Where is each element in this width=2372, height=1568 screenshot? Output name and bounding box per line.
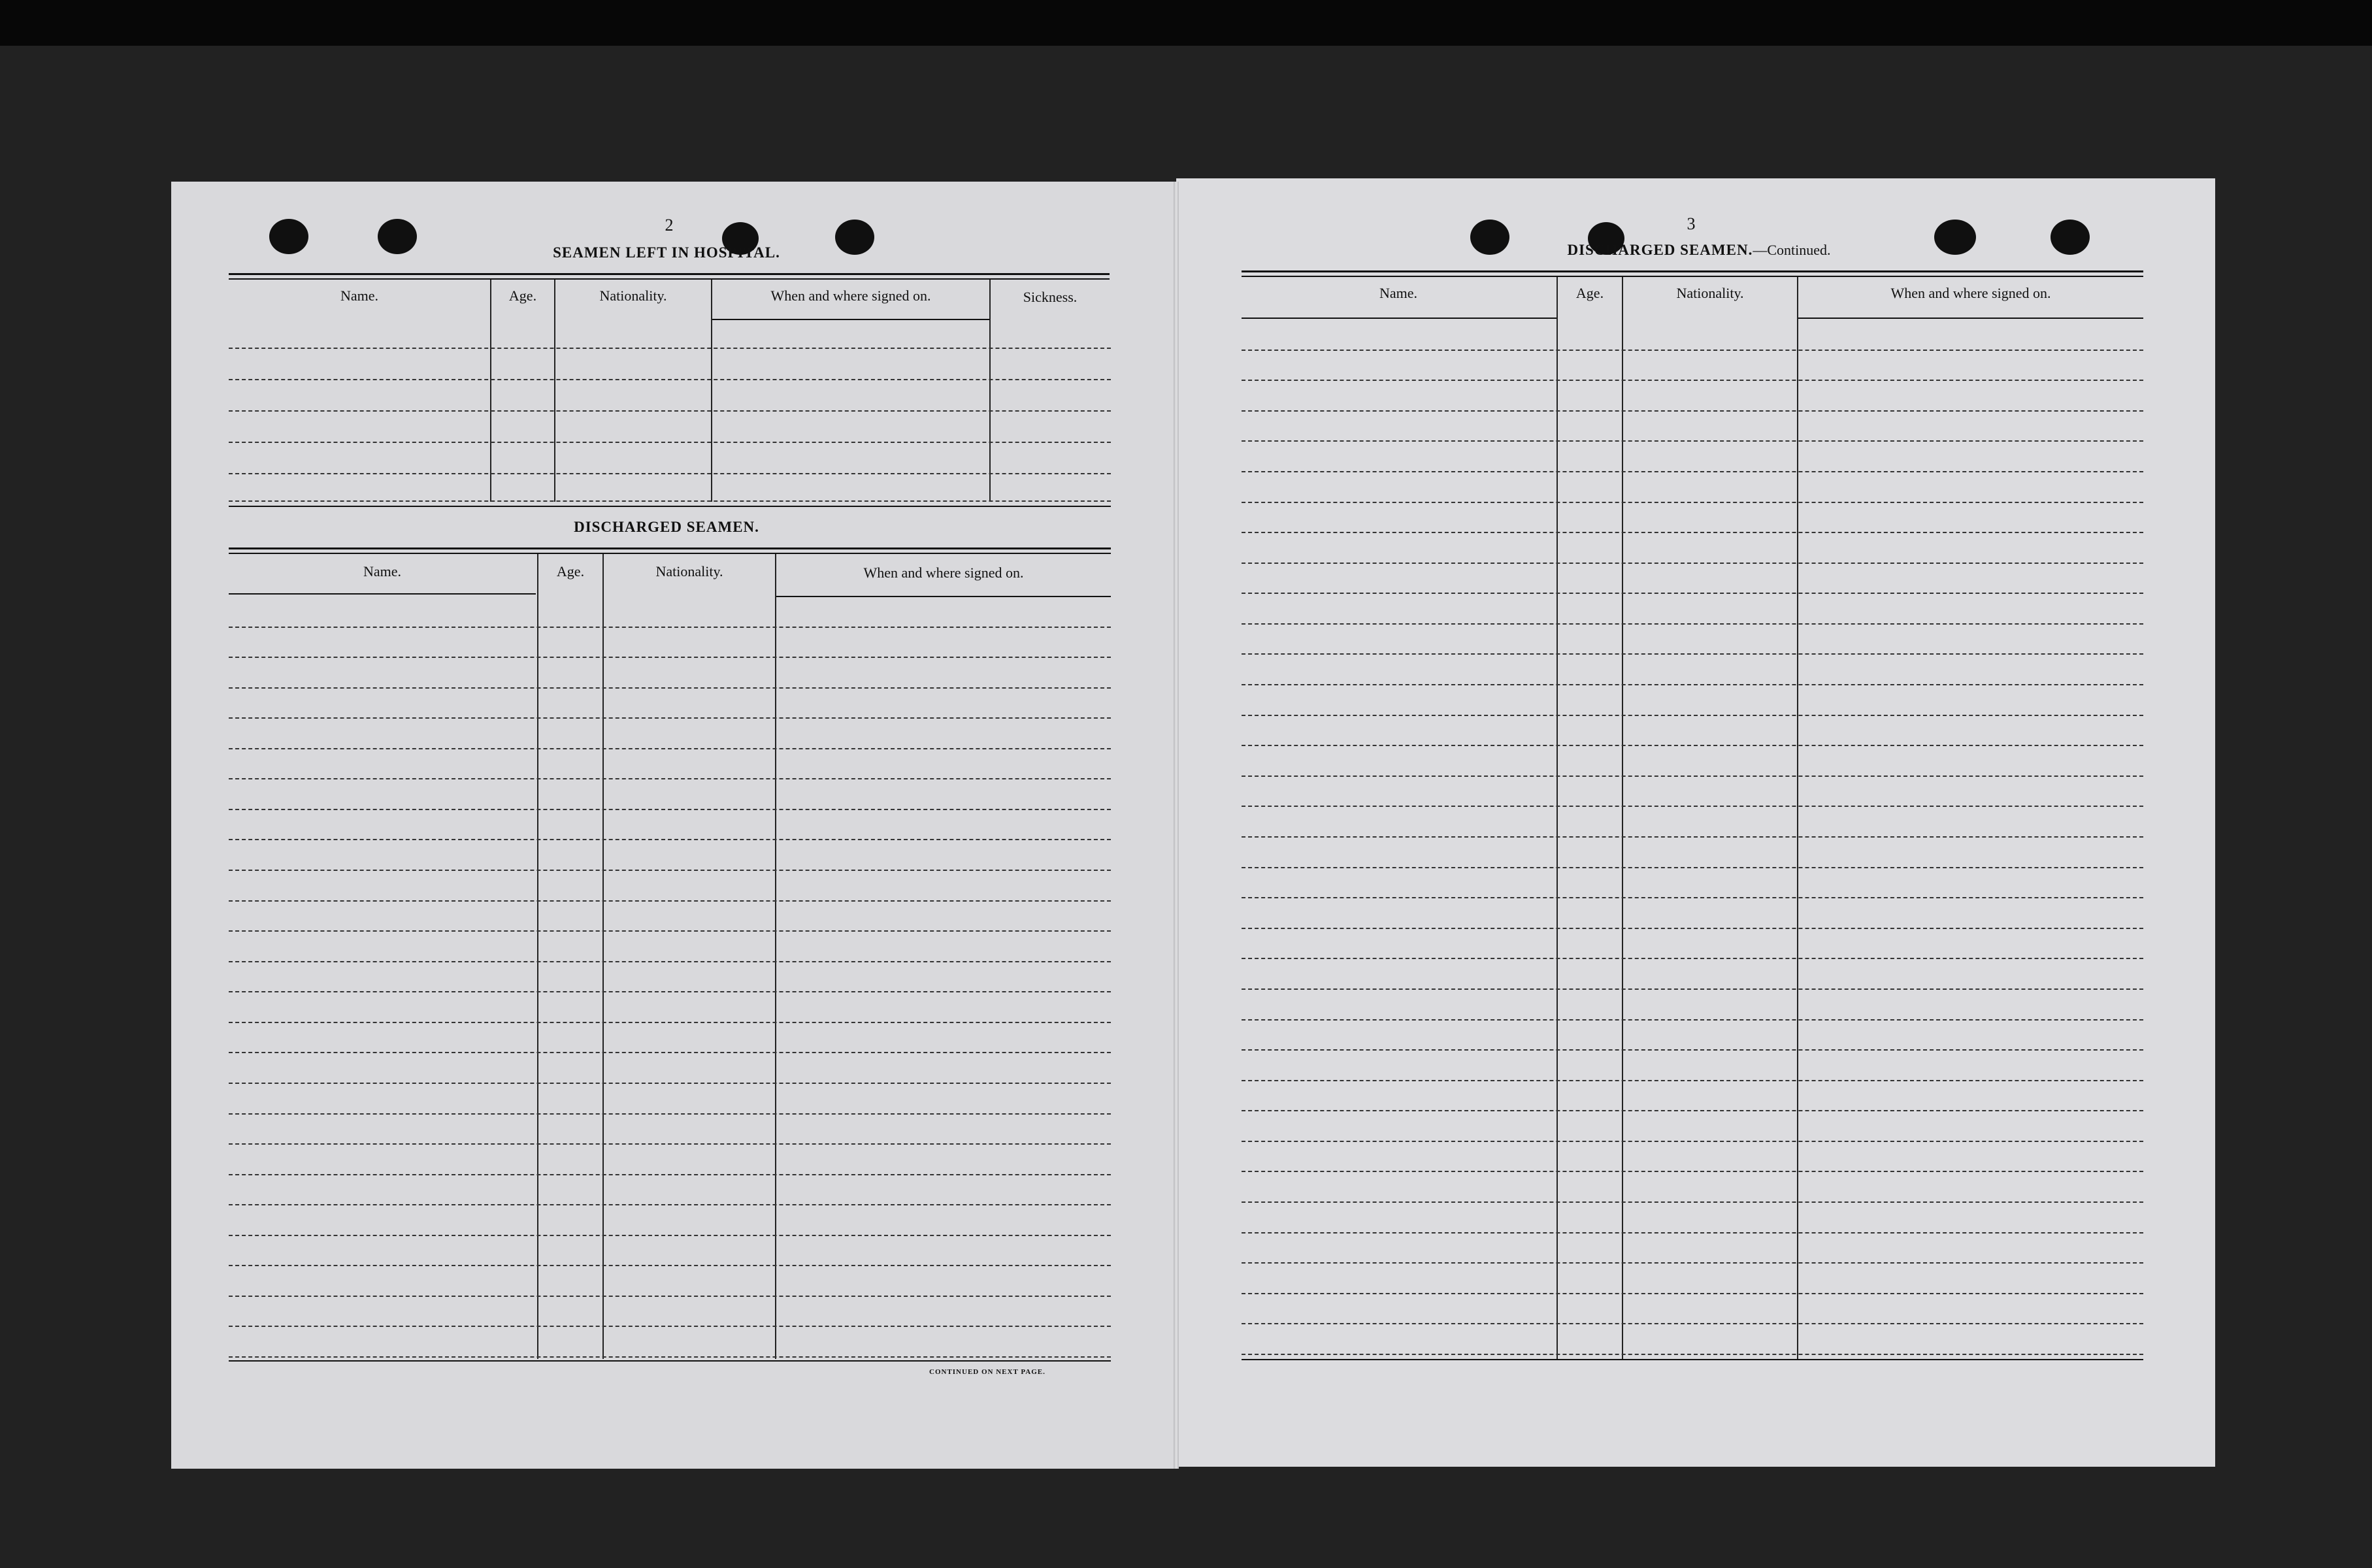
entry-row (1242, 928, 2143, 929)
left-page (171, 182, 1176, 1469)
entry-row (229, 410, 1111, 412)
header-underline (776, 596, 1111, 597)
entry-row (229, 809, 1111, 810)
entry-row (229, 1326, 1111, 1327)
entry-row (1242, 1141, 2143, 1142)
table-top-rule (1242, 270, 2143, 272)
entry-row (229, 473, 1111, 474)
entry-row (229, 1113, 1111, 1115)
entry-row (229, 717, 1111, 719)
page-fold (1174, 182, 1179, 1469)
punch-hole (1934, 220, 1976, 255)
column-divider (490, 280, 491, 502)
entry-row (229, 870, 1111, 871)
section-title-hospital: SEAMEN LEFT IN HOSPITAL. (553, 244, 780, 261)
entry-row (1242, 1080, 2143, 1081)
entry-row (1242, 745, 2143, 746)
col-header-sickness: Sickness. (1023, 289, 1078, 305)
entry-row (229, 627, 1111, 628)
entry-row (229, 1204, 1111, 1205)
col-header-nationality: Nationality. (1676, 285, 1744, 301)
continued-note: CONTINUED ON NEXT PAGE. (929, 1368, 1046, 1376)
entry-row (1242, 1262, 2143, 1264)
column-divider (1797, 277, 1798, 1359)
entry-row (1242, 1354, 2143, 1355)
punch-hole (1470, 220, 1509, 255)
entry-row (1242, 593, 2143, 594)
col-header-name: Name. (340, 287, 379, 304)
film-edge (0, 0, 2372, 46)
table-top-rule (229, 553, 1111, 554)
entry-row (1242, 836, 2143, 838)
entry-row (229, 900, 1111, 902)
col-header-nationality: Nationality. (599, 287, 667, 304)
table-top-rule (229, 278, 1110, 280)
entry-row (229, 930, 1111, 932)
entry-row (1242, 653, 2143, 655)
col-header-age: Age. (556, 563, 585, 580)
entry-row (1242, 776, 2143, 777)
column-divider (711, 280, 712, 502)
entry-row (229, 442, 1111, 443)
entry-row (229, 1052, 1111, 1053)
entry-row (229, 1296, 1111, 1297)
entry-row (1242, 532, 2143, 533)
table-top-rule (1242, 276, 2143, 277)
right-page (1176, 178, 2215, 1467)
column-divider (1557, 277, 1558, 1359)
entry-row (1242, 350, 2143, 351)
table-bottom-rule (229, 506, 1111, 507)
col-header-name: Name. (363, 563, 402, 580)
entry-row (229, 748, 1111, 749)
entry-row (1242, 715, 2143, 716)
entry-row (229, 1083, 1111, 1084)
entry-row (1242, 1323, 2143, 1324)
entry-row (229, 1143, 1111, 1145)
header-underline (712, 319, 989, 320)
punch-hole (835, 220, 874, 255)
entry-row (1242, 502, 2143, 503)
entry-row (229, 991, 1111, 992)
entry-row (229, 961, 1111, 962)
entry-row (1242, 410, 2143, 412)
col-header-signed-on: When and where signed on. (770, 287, 931, 304)
col-header-age: Age. (508, 287, 537, 304)
section-title-suffix: —Continued. (1753, 242, 1831, 258)
entry-row (1242, 380, 2143, 381)
entry-row (1242, 1201, 2143, 1203)
section-title-discharged-continued (1549, 242, 1849, 259)
page-number: 3 (1687, 214, 1696, 233)
header-underline (1242, 318, 1557, 319)
entry-row (1242, 1171, 2143, 1172)
entry-row (1242, 684, 2143, 685)
entry-row (1242, 897, 2143, 898)
table-top-rule (229, 547, 1111, 549)
entry-row (1242, 440, 2143, 442)
page-number: 2 (665, 216, 674, 235)
col-header-age: Age. (1575, 285, 1604, 301)
entry-row (229, 1265, 1111, 1266)
entry-row (1242, 1019, 2143, 1021)
entry-row (1242, 1110, 2143, 1111)
entry-row (1242, 1232, 2143, 1233)
column-divider (537, 554, 538, 1359)
col-header-name: Name. (1379, 285, 1418, 301)
column-divider (1622, 277, 1623, 1359)
entry-row (229, 778, 1111, 779)
header-underline (1798, 318, 2143, 319)
entry-row (229, 1022, 1111, 1023)
entry-row (1242, 1293, 2143, 1294)
column-divider (602, 554, 604, 1359)
column-divider (989, 280, 991, 502)
entry-row (229, 1235, 1111, 1236)
entry-row (1242, 471, 2143, 472)
column-divider (775, 554, 776, 1359)
entry-row (229, 500, 1111, 502)
punch-hole (2051, 220, 2090, 255)
entry-row (1242, 1049, 2143, 1051)
entry-row (1242, 563, 2143, 564)
col-header-signed-on: When and where signed on. (863, 564, 1024, 581)
section-title-discharged: DISCHARGED SEAMEN. (574, 519, 759, 535)
entry-row (229, 687, 1111, 689)
entry-row (229, 1356, 1111, 1358)
col-header-nationality: Nationality. (655, 563, 723, 580)
entry-row (1242, 806, 2143, 807)
col-header-signed-on: When and where signed on. (1890, 285, 2051, 301)
header-underline (229, 593, 536, 595)
entry-row (229, 839, 1111, 840)
column-divider (554, 280, 555, 502)
punch-hole (378, 219, 417, 254)
table-top-rule (229, 273, 1110, 275)
entry-row (1242, 988, 2143, 990)
entry-row (229, 657, 1111, 658)
entry-row (1242, 958, 2143, 959)
table-bottom-rule (1242, 1359, 2143, 1360)
entry-row (1242, 867, 2143, 868)
entry-row (1242, 623, 2143, 625)
entry-row (229, 379, 1111, 380)
section-title-text: DISCHARGED SEAMEN. (1567, 242, 1753, 258)
punch-hole (269, 219, 308, 254)
entry-row (229, 1174, 1111, 1175)
entry-row (229, 348, 1111, 349)
table-bottom-rule (229, 1360, 1111, 1362)
